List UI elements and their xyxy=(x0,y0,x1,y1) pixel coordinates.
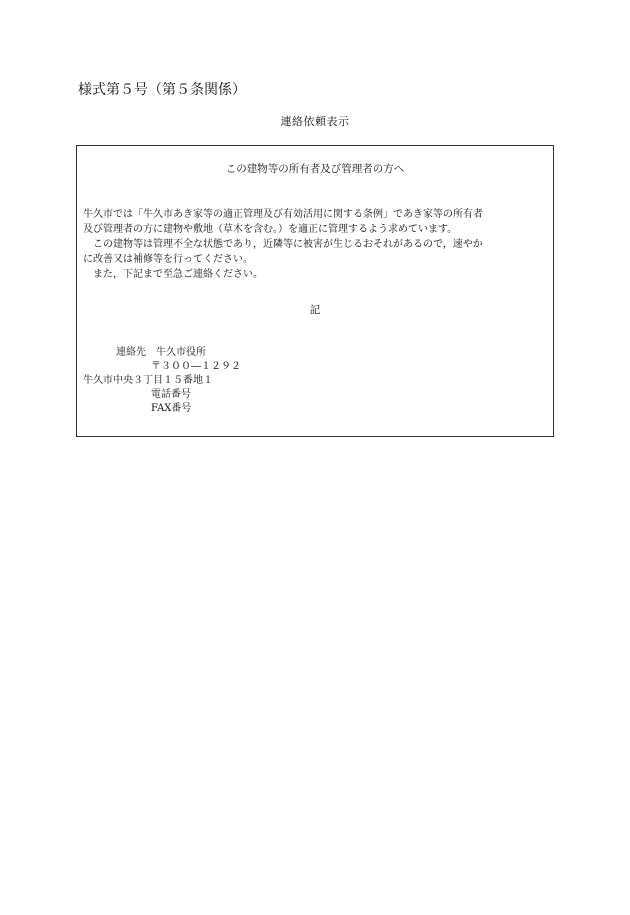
ki-heading: 記 xyxy=(309,304,321,316)
contact-phone-label: 電話番号 xyxy=(151,389,191,400)
notice-body xyxy=(83,207,555,282)
body-line-4: に改善又は補修等を行ってください。 xyxy=(83,254,253,265)
addressee-line: この建物等の所有者及び管理者の方へ xyxy=(225,163,405,175)
document-title: 連絡依頼表示 xyxy=(280,115,350,128)
contact-label: 連絡先 xyxy=(116,347,146,358)
notice-box xyxy=(76,145,554,437)
body-line-1: 牛久市では「牛久市あき家等の適正管理及び有効活用に関する条例」であき家等の所有者 xyxy=(83,209,483,220)
form-number: 様式第５号（第５条関係） xyxy=(78,82,246,98)
body-line-5: また，下記まで至急ご連絡ください。 xyxy=(93,269,263,280)
contact-block xyxy=(83,346,241,416)
contact-postal: 〒３００―１２９２ xyxy=(151,361,241,372)
contact-fax-label: FAX番号 xyxy=(151,403,192,414)
body-line-3: この建物等は管理不全な状態であり，近隣等に被害が生じるおそれがあるので，速やか xyxy=(93,239,483,250)
contact-label-row xyxy=(83,346,241,360)
contact-address: 牛久市中央３丁目１５番地１ xyxy=(83,375,213,386)
body-line-2: 及び管理者の方に建物や敷地（草木を含む。）を適正に管理するよう求めています。 xyxy=(83,224,458,235)
contact-office: 牛久市役所 xyxy=(156,347,206,358)
